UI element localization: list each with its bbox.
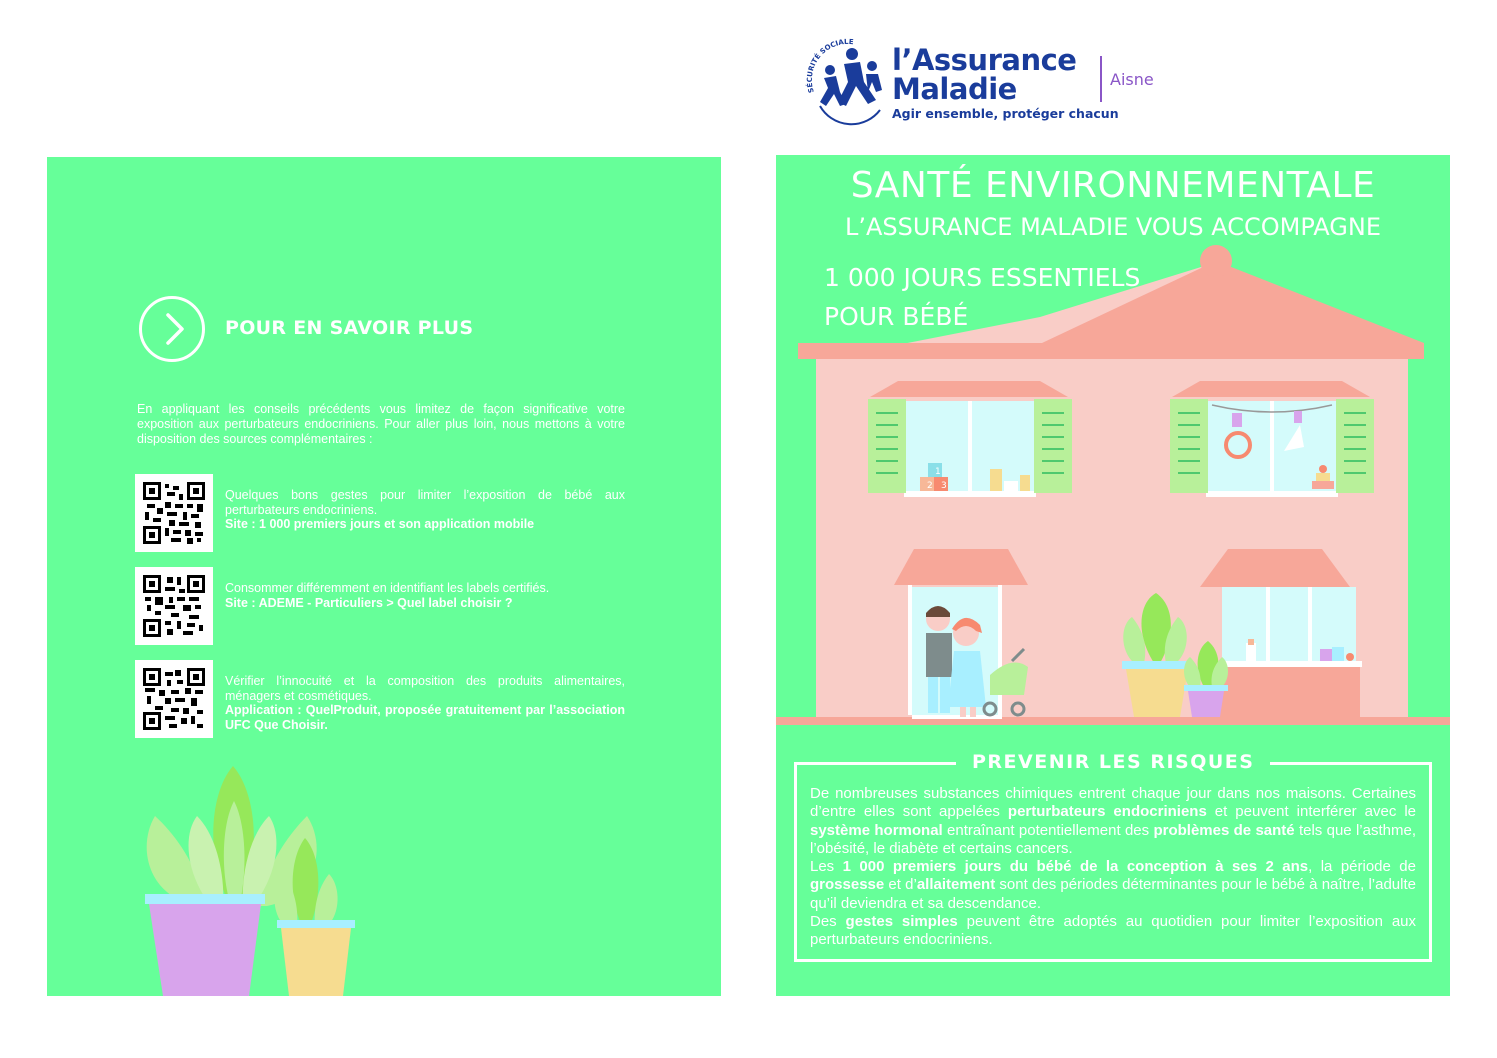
logo-tagline: Agir ensemble, protéger chacun — [892, 106, 1119, 121]
qr-code-icon[interactable] — [135, 474, 213, 552]
resource-link[interactable]: Application : QuelProduit, proposée gratuitement par l’association UFC Que Choisir. — [225, 703, 625, 732]
toy-block-label: 3 — [941, 481, 947, 491]
resource-item — [135, 474, 635, 552]
plants-illustration — [137, 756, 457, 996]
resource-text — [225, 488, 625, 532]
text-run: De nombreuses substances chimiques entrent chaque jour dans nos maisons. Certaines d’entre elles sont appelées — [810, 785, 1416, 821]
text-run: et d’ — [884, 876, 917, 894]
resource-description: Consommer différemment en identifiant les labels certifiés. — [225, 581, 550, 595]
prevention-text — [810, 785, 1416, 950]
assurance-maladie-logo — [800, 36, 1180, 128]
highlight: problèmes de santé — [1153, 821, 1295, 839]
logo-divider — [1100, 56, 1102, 102]
text-run: Des — [810, 913, 846, 931]
resource-link[interactable]: Site : 1 000 premiers jours et son application mobile — [225, 517, 535, 531]
main-title: SANTÉ ENVIRONNEMENTALE — [850, 165, 1376, 206]
text-run: sont des périodes déterminantes pour le bébé à naître, l’adulte qu’il deviendra et sa descendance. — [810, 876, 1416, 912]
logo-line-2: Maladie — [892, 72, 1017, 106]
toy-block-label: 2 — [927, 481, 933, 491]
more-info-title: POUR EN SAVOIR PLUS — [225, 317, 474, 339]
resource-item — [135, 660, 635, 738]
program-title — [824, 258, 1140, 336]
highlight: 1 000 premiers jours du bébé de la conception à ses 2 ans — [842, 858, 1309, 876]
resource-description: Quelques bons gestes pour limiter l’exposition de bébé aux perturbateurs endocriniens. — [225, 488, 625, 517]
highlight: système hormonal — [810, 821, 943, 839]
text-run: , la période de — [1308, 858, 1416, 876]
resource-description: Vérifier l’innocuité et la composition des produits alimentaires, ménagers et cosmétiques. — [225, 674, 625, 703]
logo-wordmark — [892, 43, 1077, 106]
text-run: Les — [810, 858, 843, 876]
program-title-line-1: 1 000 JOURS ESSENTIELS — [824, 263, 1141, 292]
window-lower-right — [1200, 549, 1362, 717]
back-cover-panel — [47, 157, 721, 996]
front-cover-panel — [776, 155, 1450, 996]
text-run: entraînant potentiellement des — [942, 821, 1154, 839]
resource-link[interactable]: Site : ADEME - Particuliers > Quel label choisir ? — [225, 595, 513, 610]
resource-text — [225, 581, 625, 610]
logo-arc-text: SÉCURITÉ SOCIALE — [805, 37, 854, 94]
resource-item — [135, 567, 635, 645]
toy-block-label: 1 — [935, 467, 941, 477]
highlight: grossesse — [810, 876, 885, 894]
family-figures-icon — [800, 36, 890, 128]
prevention-title: PREVENIR LES RISQUES — [956, 751, 1270, 773]
highlight: gestes simples — [845, 913, 958, 931]
text-run: tels que l’asthme, l’obésité, le diabète et certains cancers. — [810, 821, 1416, 857]
highlight: perturbateurs endocriniens — [1007, 803, 1207, 821]
resource-text — [225, 674, 625, 732]
highlight: allaitement — [916, 876, 996, 894]
region-label: Aisne — [1110, 70, 1154, 89]
text-run: peuvent être adoptés au quotidien pour limiter l’exposition aux perturbateurs endocriniens. — [810, 913, 1417, 949]
house-illustration — [776, 155, 1450, 735]
intro-paragraph: En appliquant les conseils précédents vous limitez de façon significative votre exposition aux perturbateurs endocriniens. Pour aller plus loin, nous mettons à votre disposition des sources complémentaires : — [137, 402, 625, 446]
logo-line-1: l’Assurance — [892, 43, 1077, 77]
program-title-line-2: POUR BÉBÉ — [824, 302, 969, 331]
text-run: et peuvent interférer avec le — [1206, 803, 1417, 821]
subtitle: L’ASSURANCE MALADIE VOUS ACCOMPAGNE — [845, 213, 1381, 241]
arrow-circle-icon — [139, 296, 205, 362]
qr-code-icon[interactable] — [135, 567, 213, 645]
qr-code-icon[interactable] — [135, 660, 213, 738]
